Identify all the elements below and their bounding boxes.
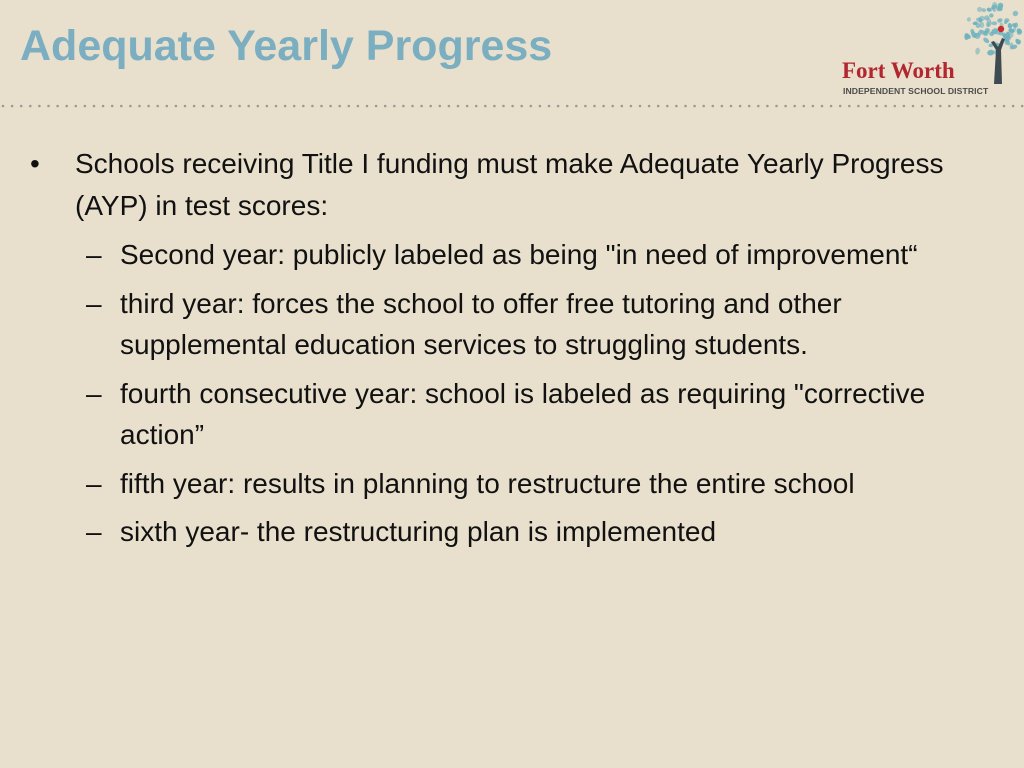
tree-leaf — [1012, 10, 1020, 18]
dash-marker: – — [86, 467, 102, 499]
tree-leaf — [997, 18, 1004, 24]
bullet-marker: • — [30, 148, 40, 179]
sub-bullet-text: fifth year: results in planning to restructure the entire school — [120, 467, 855, 499]
tree-icon — [950, 0, 1024, 84]
slide-title: Adequate Yearly Progress — [20, 22, 553, 70]
fort-worth-isd-logo — [838, 0, 1024, 100]
tree-leaf — [975, 47, 980, 55]
sub-bullet-item — [30, 373, 990, 456]
logo-subtitle: INDEPENDENT SCHOOL DISTRICT — [843, 86, 989, 96]
sub-bullet-item — [30, 511, 990, 553]
sub-bullet-item — [30, 463, 990, 505]
sub-bullet-text: fourth consecutive year: school is labeled as requiring "corrective action” — [120, 377, 926, 450]
dash-marker: – — [86, 287, 102, 319]
title-divider — [0, 104, 1024, 108]
sub-bullet-item — [30, 283, 990, 366]
sub-bullet-text: Second year: publicly labeled as being "in need of improvement“ — [120, 239, 918, 270]
tree-leaf — [1007, 23, 1012, 30]
sub-bullet-text: third year: forces the school to offer free tutoring and other supplemental education services to struggling students. — [120, 287, 842, 360]
tree-leaf — [992, 21, 998, 25]
tree-leaf — [982, 37, 990, 45]
sub-bullet-item — [30, 234, 990, 276]
slide-body — [30, 143, 990, 553]
dash-marker: – — [86, 516, 102, 547]
dash-marker: – — [86, 377, 102, 409]
sub-bullet-text: sixth year- the restructuring plan is implemented — [120, 516, 717, 547]
dash-marker: – — [86, 239, 102, 270]
bullet-text: Schools receiving Title I funding must make Adequate Yearly Progress (AYP) in test scores: — [75, 148, 944, 221]
tree-leaf — [966, 17, 971, 23]
logo-name: Fort Worth — [842, 58, 955, 83]
tree-leaf — [989, 13, 994, 18]
bullet-item — [30, 143, 990, 227]
tree-leaf — [987, 49, 995, 56]
